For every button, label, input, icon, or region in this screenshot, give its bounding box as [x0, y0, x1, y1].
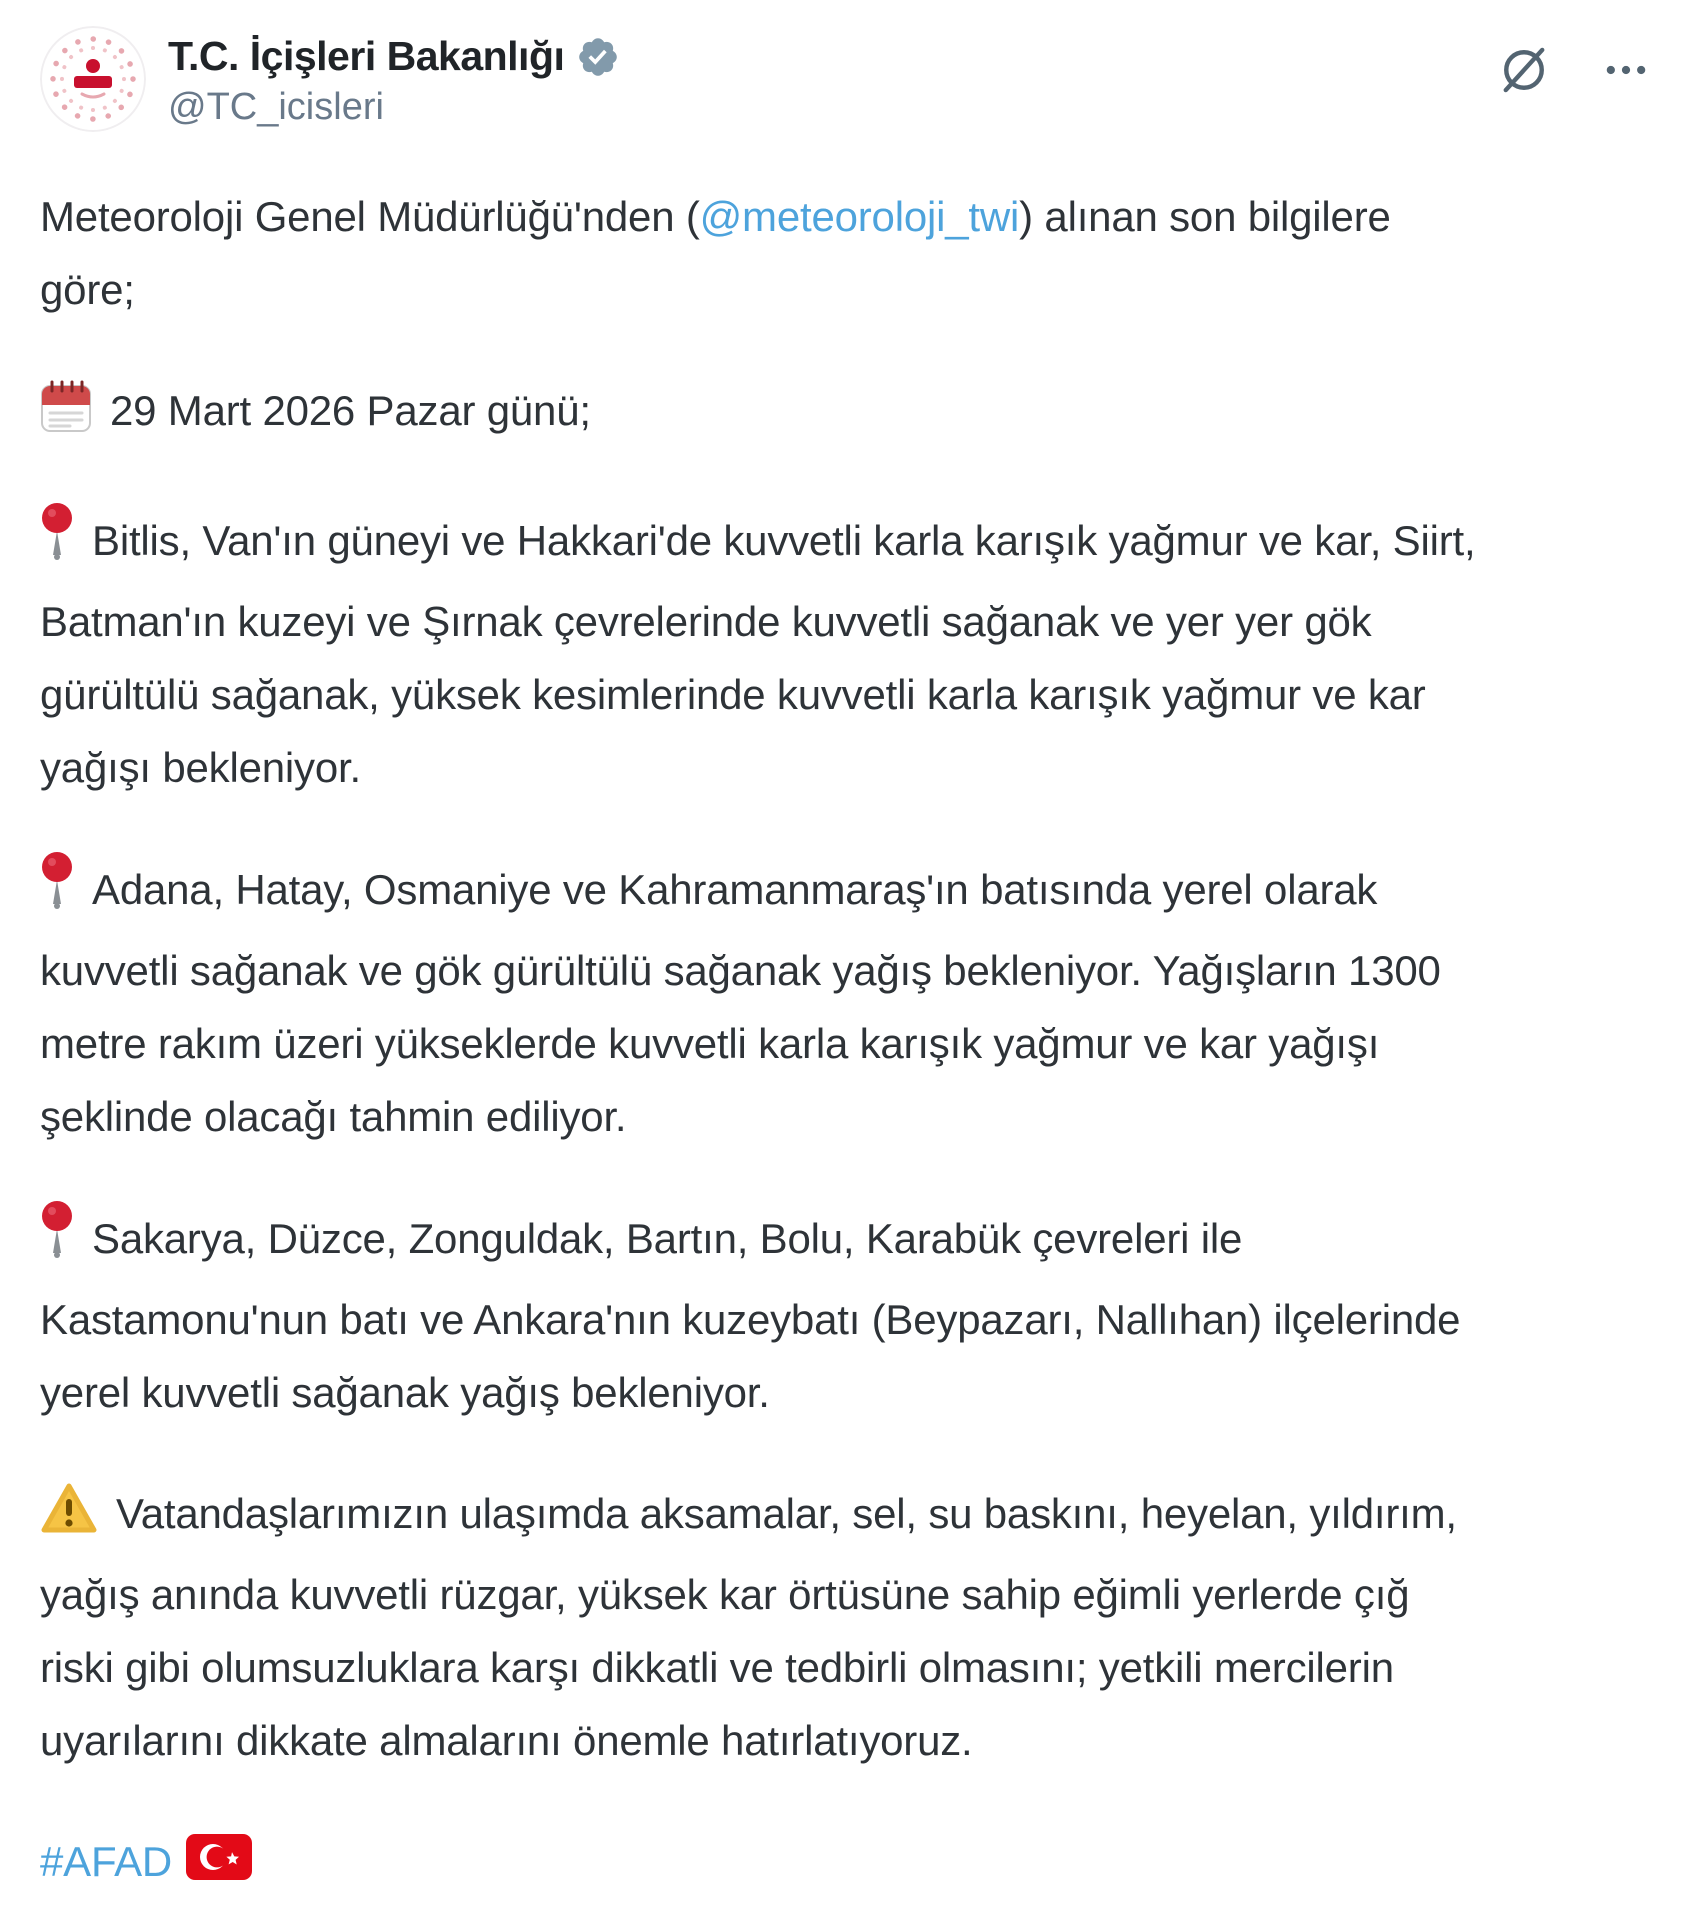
avatar[interactable] — [40, 26, 146, 132]
warning-paragraph-3 — [40, 1201, 1476, 1429]
hashtag-link[interactable]: #AFAD — [40, 1838, 173, 1885]
more-ellipsis-icon[interactable] — [1600, 44, 1652, 96]
round-pushpin-icon — [40, 1201, 74, 1283]
hashtag-paragraph — [40, 1825, 1476, 1902]
display-name[interactable]: T.C. İçişleri Bakanlığı — [168, 33, 565, 79]
date-paragraph — [40, 374, 1476, 455]
handle[interactable]: @TC_icisleri — [168, 86, 384, 129]
warning-paragraph-2 — [40, 852, 1476, 1153]
intro-text-before: Meteoroloji Genel Müdürlüğü'nden ( — [40, 193, 700, 240]
caution-paragraph — [40, 1477, 1476, 1777]
ministry-of-interior-emblem-icon — [40, 26, 146, 132]
intro-paragraph — [40, 180, 1476, 326]
warning-text-1: Bitlis, Van'ın güneyi ve Hakkari'de kuvvetli karla karışık yağmur ve kar, Siirt, Batman'ın kuzeyi ve Şırnak çevrelerinde kuvvetli sağanak ve yer yer gök gürültülü sağanak, yüksek kesimlerinde kuvvetli karla karışık yağmur ve kar yağışı bekleniyor. — [40, 517, 1476, 791]
tweet-header — [40, 26, 1660, 132]
intro-text-after: ) alınan son bilgilere göre; — [40, 193, 1391, 313]
date-text: 29 Mart 2026 Pazar günü; — [110, 387, 591, 434]
warning-text-2: Adana, Hatay, Osmaniye ve Kahramanmaraş'ın batısında yerel olarak kuvvetli sağanak ve gök gürültülü sağanak yağış bekleniyor. Yağışların 1300 metre rakım üzeri yükseklerde kuvvetli karla karışık yağmur ve kar yağışı şeklinde olacağı tahmin ediliyor. — [40, 866, 1441, 1140]
verified-government-badge-icon — [576, 35, 620, 79]
mention-link[interactable]: @meteoroloji_twi — [699, 193, 1020, 240]
round-pushpin-icon — [40, 503, 74, 585]
header-actions — [1496, 26, 1660, 98]
warning-paragraph-1 — [40, 503, 1476, 804]
warning-text-3: Sakarya, Düzce, Zonguldak, Bartın, Bolu, Karabük çevreleri ile Kastamonu'nun batı ve Ankara'nın kuzeybatı (Beypazarı, Nallıhan) ilçelerinde yerel kuvvetli sağanak yağış bekleniyor. — [40, 1215, 1461, 1416]
round-pushpin-icon — [40, 852, 74, 934]
turkish-flag-icon — [186, 1829, 252, 1902]
author-block — [168, 26, 620, 129]
warning-sign-icon — [40, 1482, 98, 1558]
grok-slashed-circle-icon[interactable] — [1496, 42, 1552, 98]
tweet-body — [40, 180, 1476, 1902]
spiral-calendar-icon — [40, 379, 92, 455]
caution-text: Vatandaşlarımızın ulaşımda aksamalar, sel, su baskını, heyelan, yıldırım, yağış anında kuvvetli rüzgar, yüksek kar örtüsüne sahip eğimli yerlerde çığ riski gibi olumsuzluklara karşı dikkatli ve tedbirli olmasını; yetkili mercilerin uyarılarını dikkate almalarını önemle hatırlatıyoruz. — [40, 1490, 1457, 1764]
